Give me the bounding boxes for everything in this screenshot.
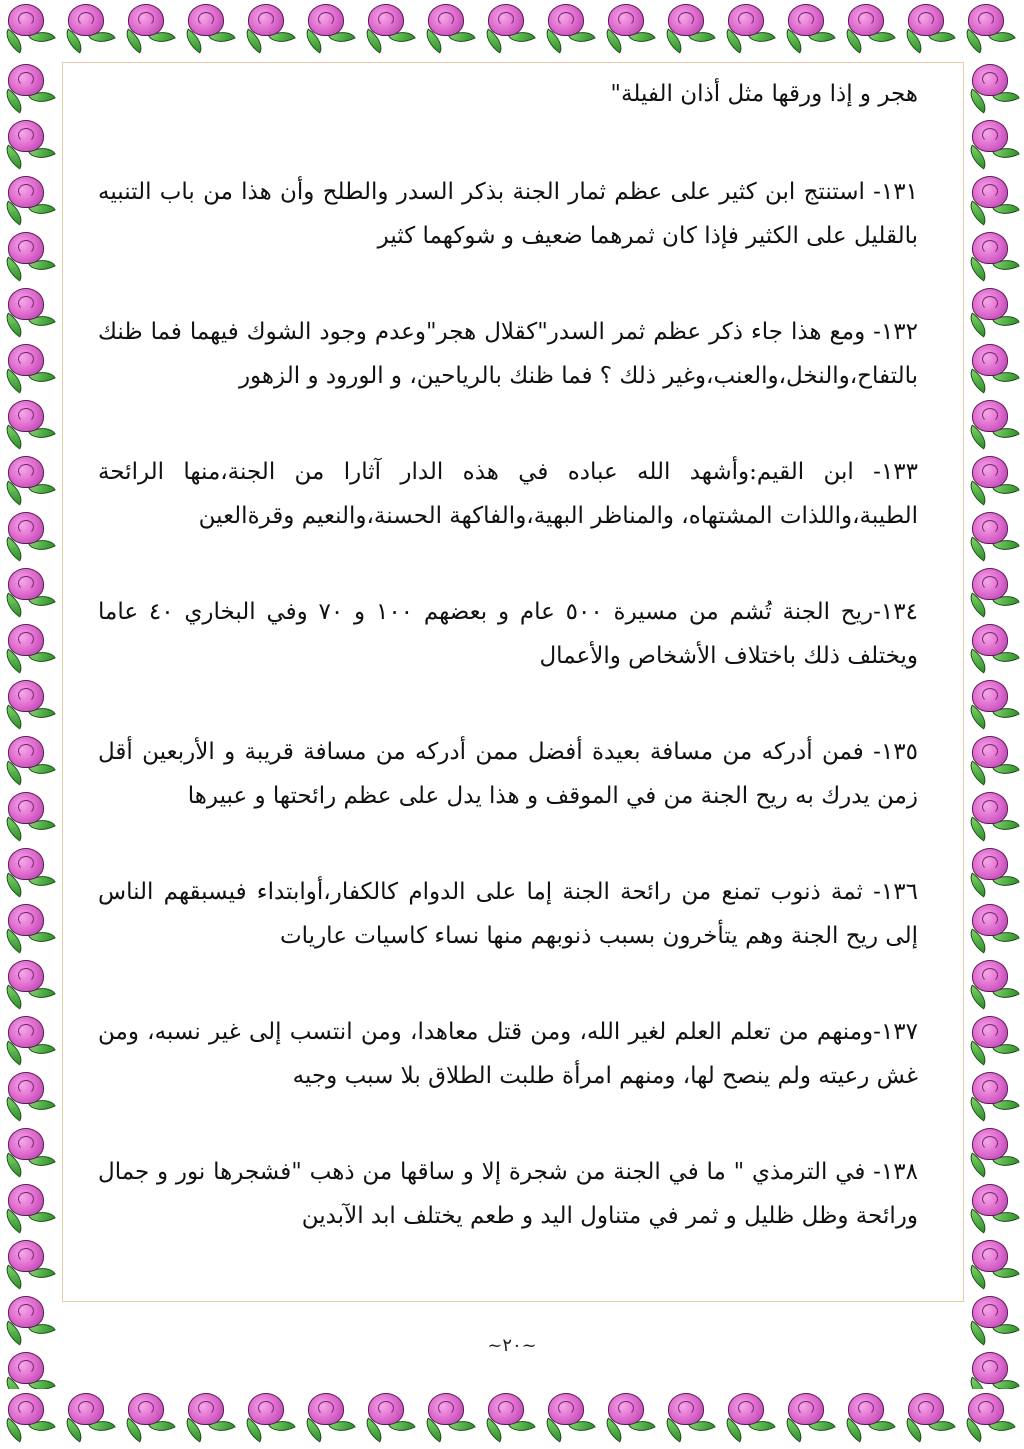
rose-icon bbox=[120, 0, 180, 56]
rose-icon bbox=[964, 676, 1024, 732]
rose-icon bbox=[300, 0, 360, 56]
floral-border-left bbox=[0, 60, 60, 1389]
paragraph-continuation: هجر و إذا ورقها مثل أذان الفيلة" bbox=[610, 81, 918, 107]
rose-icon bbox=[0, 1389, 60, 1445]
rose-icon bbox=[0, 564, 60, 620]
rose-icon bbox=[964, 1180, 1024, 1236]
rose-icon bbox=[660, 0, 720, 56]
rose-icon bbox=[964, 284, 1024, 340]
rose-icon bbox=[0, 0, 60, 56]
rose-icon bbox=[0, 396, 60, 452]
rose-icon bbox=[0, 1068, 60, 1124]
page-content bbox=[98, 72, 918, 1290]
rose-icon bbox=[0, 340, 60, 396]
rose-icon bbox=[180, 1389, 240, 1445]
rose-icon bbox=[964, 1124, 1024, 1180]
rose-icon bbox=[964, 844, 1024, 900]
rose-icon bbox=[300, 1389, 360, 1445]
rose-icon bbox=[780, 0, 840, 56]
floral-border-right bbox=[964, 60, 1024, 1389]
rose-icon bbox=[840, 1389, 900, 1445]
rose-icon bbox=[480, 0, 540, 56]
rose-icon bbox=[180, 0, 240, 56]
rose-icon bbox=[0, 788, 60, 844]
rose-icon bbox=[0, 228, 60, 284]
paragraph-137: ١٣٧-ومنهم من تعلم العلم لغير الله، ومن قتل معاهدا، ومن انتسب إلى غير نسبه، ومن غش رعيته ولم ينصح لها، ومنهم امرأة طلبت الطلاق بلا سبب وجيه bbox=[98, 1019, 918, 1089]
rose-icon bbox=[960, 0, 1020, 56]
rose-icon bbox=[0, 172, 60, 228]
rose-icon bbox=[964, 228, 1024, 284]
rose-icon bbox=[0, 284, 60, 340]
rose-icon bbox=[964, 788, 1024, 844]
rose-icon bbox=[964, 340, 1024, 396]
rose-icon bbox=[964, 1236, 1024, 1292]
rose-icon bbox=[0, 60, 60, 116]
rose-icon bbox=[780, 1389, 840, 1445]
rose-icon bbox=[660, 1389, 720, 1445]
rose-icon bbox=[964, 116, 1024, 172]
floral-border-bottom bbox=[0, 1389, 1024, 1449]
rose-icon bbox=[720, 1389, 780, 1445]
rose-icon bbox=[0, 956, 60, 1012]
rose-icon bbox=[720, 0, 780, 56]
rose-icon bbox=[0, 1012, 60, 1068]
paragraph-136: ١٣٦- ثمة ذنوب تمنع من رائحة الجنة إما على الدوام كالكفار،أوابتداء فيسبقهم الناس إلى ريح الجنة وهم يتأخرون بسبب ذنوبهم منها نساء كاسيات عاريات bbox=[98, 879, 918, 949]
rose-icon bbox=[480, 1389, 540, 1445]
rose-icon bbox=[964, 60, 1024, 116]
rose-icon bbox=[0, 452, 60, 508]
paragraph-138: ١٣٨- في الترمذي " ما في الجنة من شجرة إلا و ساقها من ذهب "فشجرها نور و جمال ورائحة وظل ظليل و ثمر في متناول اليد و طعم يختلف ابد الآبدين bbox=[98, 1159, 918, 1229]
rose-icon bbox=[1020, 1389, 1024, 1445]
rose-icon bbox=[964, 452, 1024, 508]
rose-icon bbox=[600, 0, 660, 56]
floral-border-top bbox=[0, 0, 1024, 60]
rose-icon bbox=[540, 1389, 600, 1445]
rose-icon bbox=[0, 676, 60, 732]
rose-icon bbox=[240, 0, 300, 56]
rose-icon bbox=[360, 1389, 420, 1445]
rose-icon bbox=[964, 508, 1024, 564]
rose-icon bbox=[0, 844, 60, 900]
rose-icon bbox=[240, 1389, 300, 1445]
rose-icon bbox=[420, 1389, 480, 1445]
rose-icon bbox=[0, 1236, 60, 1292]
rose-icon bbox=[960, 1389, 1020, 1445]
rose-icon bbox=[60, 1389, 120, 1445]
rose-icon bbox=[900, 0, 960, 56]
rose-icon bbox=[360, 0, 420, 56]
rose-icon bbox=[0, 116, 60, 172]
rose-icon bbox=[964, 396, 1024, 452]
rose-icon bbox=[900, 1389, 960, 1445]
rose-icon bbox=[120, 1389, 180, 1445]
rose-icon bbox=[420, 0, 480, 56]
page-number: ~٢٠~ bbox=[487, 1335, 537, 1356]
rose-icon bbox=[840, 0, 900, 56]
rose-icon bbox=[0, 620, 60, 676]
rose-icon bbox=[0, 1180, 60, 1236]
rose-icon bbox=[600, 1389, 660, 1445]
rose-icon bbox=[964, 564, 1024, 620]
rose-icon bbox=[964, 900, 1024, 956]
paragraph-133: ١٣٣- ابن القيم:وأشهد الله عباده في هذه الدار آثارا من الجنة،منها الرائحة الطيبة،واللذات المشتهاه، والمناظر البهية،والفاكهة الحسنة،والنعيم وقرةالعين bbox=[98, 459, 918, 529]
rose-icon bbox=[0, 508, 60, 564]
paragraph-131: ١٣١- استنتج ابن كثير على عظم ثمار الجنة بذكر السدر والطلح وأن هذا من باب التنبيه بالقليل على الكثير فإذا كان ثمرهما ضعيف و شوكهما كثير bbox=[98, 179, 918, 249]
rose-icon bbox=[964, 956, 1024, 1012]
rose-icon bbox=[964, 172, 1024, 228]
rose-icon bbox=[1020, 0, 1024, 56]
rose-icon bbox=[964, 620, 1024, 676]
rose-icon bbox=[964, 1068, 1024, 1124]
rose-icon bbox=[540, 0, 600, 56]
rose-icon bbox=[964, 732, 1024, 788]
rose-icon bbox=[0, 900, 60, 956]
rose-icon bbox=[964, 1012, 1024, 1068]
rose-icon bbox=[0, 1124, 60, 1180]
paragraph-135: ١٣٥- فمن أدركه من مسافة بعيدة أفضل ممن أدركه من مسافة قريبة و الأربعين أقل زمن يدرك به ريح الجنة من في الموقف و هذا يدل على عظم رائحتها و عبيرها bbox=[98, 739, 918, 809]
paragraph-132: ١٣٢- ومع هذا جاء ذكر عظم ثمر السدر"كقلال هجر"وعدم وجود الشوك فيهما فما ظنك بالتفاح،والنخل،والعنب،وغير ذلك ؟ فما ظنك بالرياحين، و الورود و الزهور bbox=[98, 319, 918, 389]
rose-icon bbox=[0, 732, 60, 788]
rose-icon bbox=[60, 0, 120, 56]
paragraph-134: ١٣٤-ريح الجنة تُشم من مسيرة ٥٠٠ عام و بعضهم ١٠٠ و ٧٠ وفي البخاري ٤٠ عاما ويختلف ذلك باختلاف الأشخاص والأعمال bbox=[98, 599, 918, 669]
